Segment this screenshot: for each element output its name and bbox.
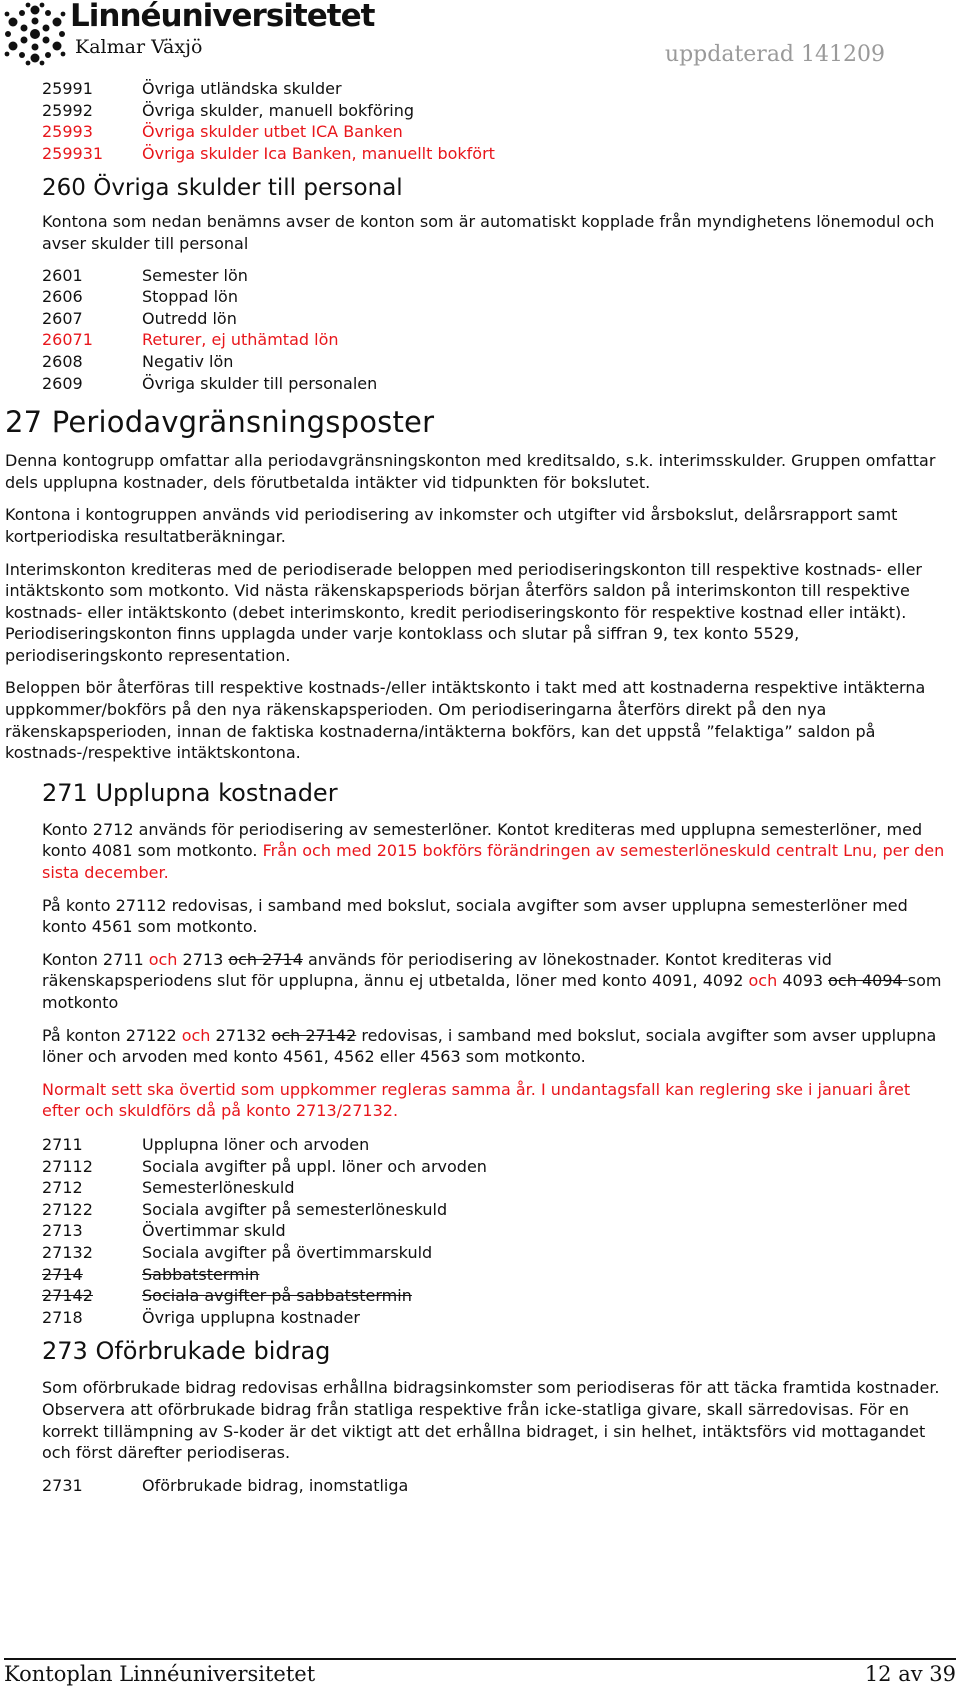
account-label: Oförbrukade bidrag, inomstatliga — [142, 1475, 409, 1495]
account-list-271 — [0, 1134, 960, 1328]
account-label: Övriga skulder utbet ICA Banken — [142, 122, 403, 142]
list-item — [42, 265, 952, 287]
paragraph-text: 4093 — [777, 971, 829, 991]
list-item — [42, 100, 952, 122]
paragraph-text: som motkonto — [42, 971, 942, 1012]
footer-divider — [4, 1658, 956, 1660]
paragraph-text: används för periodisering av lönekostnader. Kontot krediteras vid räkenskapsperiodens slut för upplupna, ännu ej utbetalda, löner med konto 4091, 4092 — [42, 949, 832, 991]
account-label: Returer, ej uthämtad lön — [142, 330, 339, 350]
section-27-paragraph-2: Kontona i kontogruppen används vid periodisering av inkomster och utgifter vid årsbokslut, delårsrapport samt kortperiodiska resultatberäkningar. — [5, 505, 898, 546]
updated-date: uppdaterad 141209 — [664, 42, 885, 67]
section-271-heading: 271 Upplupna kostnader — [42, 778, 338, 807]
account-code: 25991 — [42, 79, 93, 98]
section-27-paragraph-4: Beloppen bör återföras till respektive kostnads-/eller intäktskonto i takt med att kostnaderna respektive intäkterna uppkommer/bokförs på den nya räkenskapsperioden. Om periodiseringarna återförs direkt på den nya räkenskapsperioden, innan de faktiska kostnaderna/intäkterna bokförs, kan det uppstå ”felaktiga” saldon på kostnads-/respektive intäktskontona. — [5, 678, 926, 763]
paragraph-text: 27132 — [210, 1025, 272, 1045]
account-label: Negativ lön — [142, 351, 234, 371]
account-label: Sabbatstermin — [142, 1264, 260, 1284]
page-number: 12 av 39 — [864, 1662, 956, 1686]
list-item — [42, 329, 952, 351]
paragraph-text: redovisas, i samband med bokslut, sociala avgifter som avser upplupna löner och arvoden med konto 4561, 4562 eller 4563 som motkonto. — [42, 1025, 937, 1067]
account-code: 25992 — [42, 100, 93, 120]
list-item — [42, 286, 952, 308]
account-list-259 — [0, 78, 960, 164]
account-label: Övriga skulder Ica Banken, manuellt bokfört — [142, 143, 495, 163]
paragraph-text-struck: och 4094 — [828, 971, 908, 991]
section-27-paragraph-1: Denna kontogrupp omfattar alla periodavgränsningskonton med kreditsaldo, s.k. interimsskulder. Gruppen omfattar dels upplupna kostnader, dels förutbetalda intäkter vid tidpunkten för bokslutet. — [5, 451, 936, 492]
account-label: Övriga utländska skulder — [142, 79, 342, 98]
account-label: Semesterlöneskuld — [142, 1178, 295, 1198]
list-item — [42, 78, 952, 100]
paragraph-text-red: och — [748, 971, 778, 991]
account-code: 2606 — [42, 287, 83, 307]
account-code: 2608 — [42, 351, 83, 371]
paragraph-text-struck: och 2714 — [228, 949, 303, 969]
list-item — [42, 121, 952, 143]
list-item — [42, 373, 952, 395]
paragraph-text: Konton 2711 — [42, 949, 149, 969]
logo-subtitle: Kalmar Växjö — [75, 36, 203, 58]
account-code: 27112 — [42, 1156, 93, 1176]
section-260-intro: Kontona som nedan benämns avser de konton som är automatiskt kopplade från myndighetens lönemodul och avser skulder till personal — [42, 212, 935, 253]
section-271-paragraph-1 — [0, 819, 960, 884]
list-item — [42, 1134, 952, 1156]
account-code: 26071 — [42, 330, 93, 350]
list-item — [42, 1220, 952, 1242]
account-label: Sociala avgifter på uppl. löner och arvoden — [142, 1156, 487, 1176]
account-code: 2718 — [42, 1307, 83, 1327]
logo-title: Linnéuniversitetet — [70, 0, 375, 34]
section-273-heading: 273 Oförbrukade bidrag — [42, 1337, 331, 1366]
account-code: 25993 — [42, 122, 93, 142]
account-code: 2731 — [42, 1475, 83, 1495]
account-label: Övriga skulder till personalen — [142, 373, 378, 393]
list-item — [42, 308, 952, 330]
list-item — [42, 351, 952, 373]
section-260-heading: 260 Övriga skulder till personal — [42, 175, 403, 202]
list-item — [42, 143, 952, 165]
section-273-paragraph-1: Som oförbrukade bidrag redovisas erhållna bidragsinkomster som periodiseras för att täcka framtida kostnader. Observera att oförbrukade bidrag från statliga respektive från icke-statliga givare, skall särredovisas. För en korrekt tillämpning av S-koder är det viktigt att det erhållna bidraget, i sin helhet, intäktsförs vid mottagandet och först därefter periodiseras. — [42, 1378, 940, 1463]
section-271-paragraph-5: Normalt sett ska övertid som uppkommer regleras samma år. I undantagsfall kan reglering ske i januari året efter och skuldförs då på konto 2713/27132. — [42, 1079, 911, 1121]
account-code: 2713 — [42, 1221, 83, 1241]
account-label: Övertimmar skuld — [142, 1221, 286, 1241]
university-logo — [4, 2, 66, 70]
list-item — [42, 1242, 952, 1264]
list-item-struck — [42, 1285, 952, 1307]
account-label: Sociala avgifter på semesterlöneskuld — [142, 1199, 448, 1219]
account-code: 27122 — [42, 1199, 93, 1219]
paragraph-text: På konton 27122 — [42, 1025, 182, 1045]
account-code: 2601 — [42, 265, 83, 285]
account-code: 27142 — [42, 1286, 93, 1306]
snowflake-emblem-icon — [4, 2, 66, 66]
account-list-260 — [0, 265, 960, 395]
account-label: Övriga upplupna kostnader — [142, 1307, 360, 1327]
paragraph-text-red: Från och med 2015 bokförs förändringen av semesterlöneskuld centralt Lnu, per den sista december. — [42, 841, 945, 883]
section-27-heading: 27 Periodavgränsningsposter — [5, 405, 435, 440]
account-label: Outredd lön — [142, 308, 237, 328]
list-item — [42, 1475, 952, 1497]
account-label: Stoppad lön — [142, 287, 238, 307]
section-271-paragraph-3 — [0, 949, 960, 1014]
footer-title: Kontoplan Linnéuniversitetet — [4, 1662, 316, 1686]
account-code: 2607 — [42, 308, 83, 328]
account-code: 2714 — [42, 1264, 83, 1284]
document-body — [0, 78, 960, 1496]
list-item — [42, 1177, 952, 1199]
list-item — [42, 1199, 952, 1221]
account-code: 2712 — [42, 1178, 83, 1198]
account-label: Övriga skulder, manuell bokföring — [142, 100, 415, 120]
account-code: 2609 — [42, 373, 83, 393]
account-label: Sociala avgifter på sabbatstermin — [142, 1286, 412, 1306]
section-27-paragraph-3: Interimskonton krediteras med de periodiserade beloppen med periodiseringskonton till respektive kostnads- eller intäktskonto som motkonto. Vid nästa räkenskapsperiods början återförs saldon på interimskonton till respektive kostnads- eller intäktskonto (debet interimskonto, kredit periodiseringskonto för respektive kostnad eller intäkt). Periodiseringskonton finns upplagda under varje kontoklass och slutar på siffran 9, tex konto 5529, periodiseringskonto representation. — [5, 559, 922, 665]
account-list-273 — [0, 1475, 960, 1497]
paragraph-text: 2713 — [177, 949, 229, 969]
account-label: Upplupna löner och arvoden — [142, 1134, 370, 1154]
section-271-paragraph-2: På konto 27112 redovisas, i samband med bokslut, sociala avgifter som avser upplupna semesterlöner med konto 4561 som motkonto. — [42, 895, 908, 937]
account-code: 2711 — [42, 1134, 83, 1154]
paragraph-text: Konto 2712 används för periodisering av semesterlöner. Kontot krediteras med upplupna semesterlöner, med konto 4081 som motkonto. — [42, 819, 923, 861]
account-label: Semester lön — [142, 265, 248, 285]
list-item — [42, 1307, 952, 1329]
list-item — [42, 1156, 952, 1178]
account-code: 259931 — [42, 143, 104, 163]
paragraph-text-struck: och 27142 — [271, 1025, 357, 1045]
paragraph-text-red: och — [148, 949, 178, 969]
list-item-struck — [42, 1264, 952, 1286]
paragraph-text-red: och — [181, 1025, 211, 1045]
account-label: Sociala avgifter på övertimmarskuld — [142, 1242, 433, 1262]
section-271-paragraph-4 — [0, 1025, 960, 1068]
account-code: 27132 — [42, 1242, 93, 1262]
